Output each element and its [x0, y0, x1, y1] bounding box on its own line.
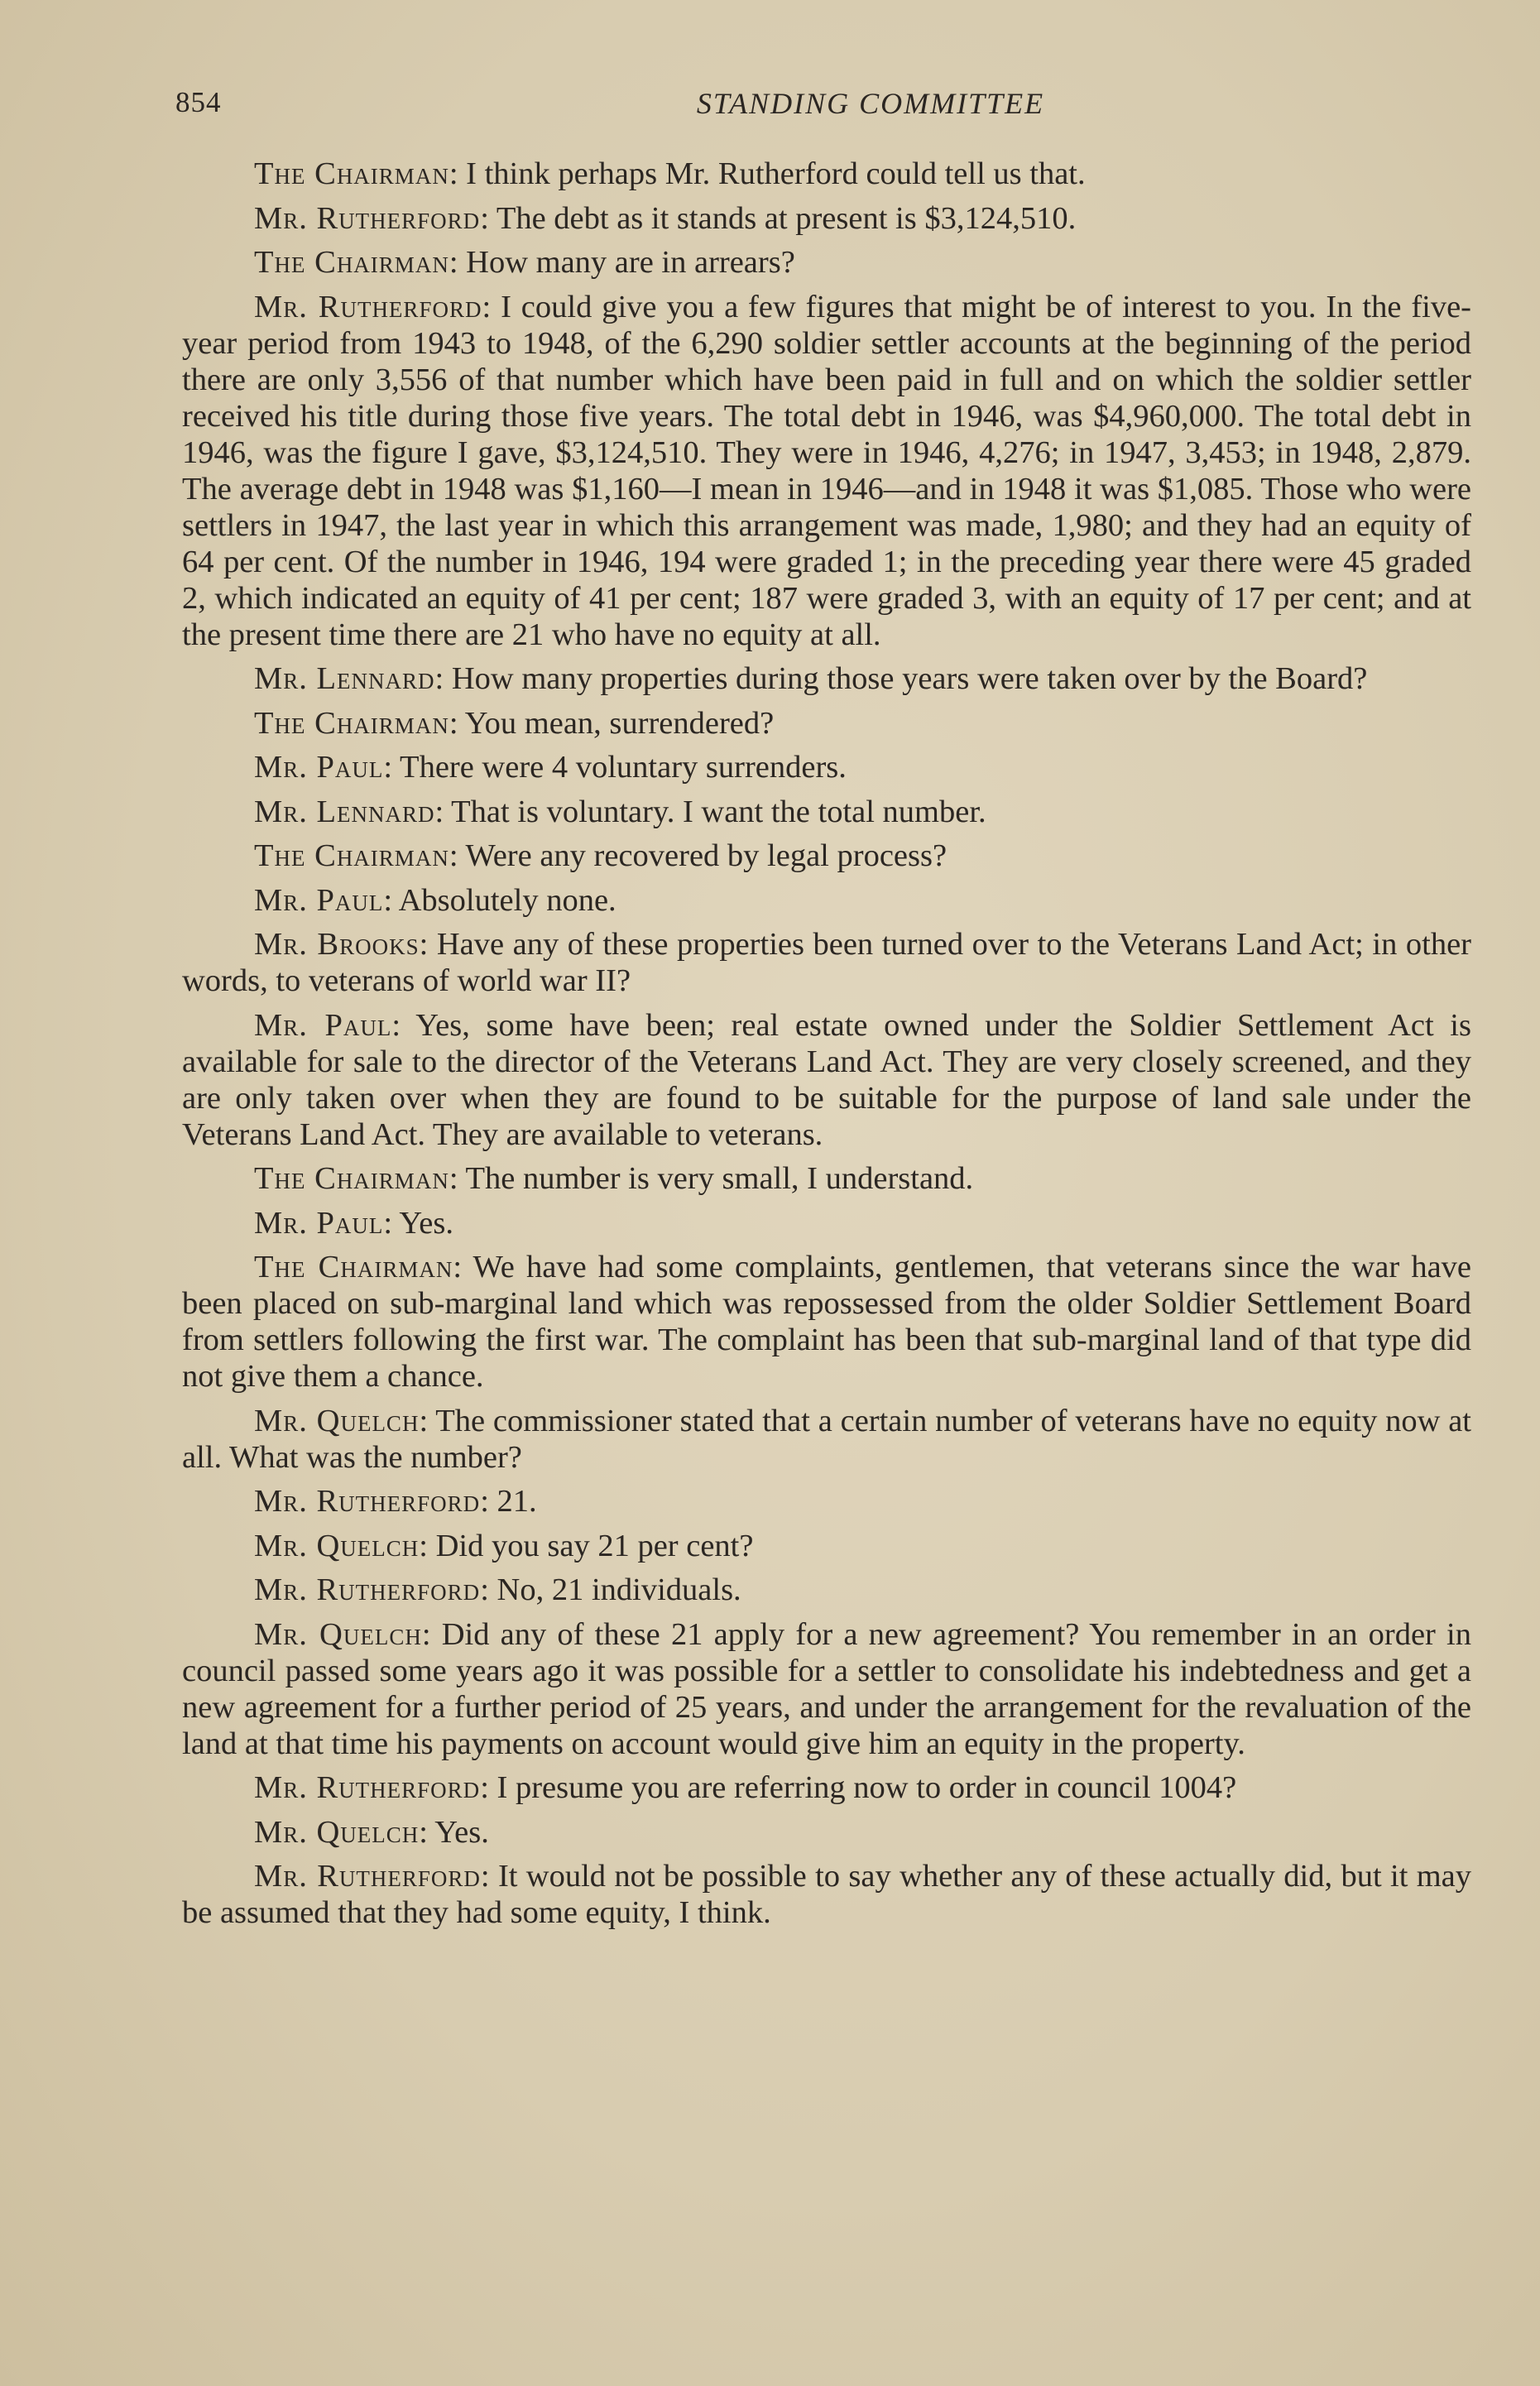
- transcript-body: [182, 156, 1471, 1939]
- transcript-paragraph: Mr. Quelch: Did any of these 21 apply for a new agreement? You remember in an order in council passed some years ago it was possible for a settler to consolidate his indebtedness and get a new agreement for a further period of 25 years, and under the arrangement for the revaluation of the land at that time his payments on account would give him an equity in the property.: [182, 1616, 1471, 1761]
- speaker-name: Mr. Quelch: [254, 1403, 420, 1438]
- transcript-paragraph: Mr. Rutherford: I presume you are referring now to order in council 1004?: [254, 1770, 1237, 1805]
- speech-text: I think perhaps Mr. Rutherford could tell us that.: [466, 156, 1086, 191]
- speaker-name: Mr. Rutherford: [254, 1859, 481, 1894]
- speaker-name: Mr. Rutherford: [254, 289, 482, 324]
- transcript-paragraph: Mr. Rutherford: It would not be possible to say whether any of these actually did, but it may be assumed that they had some equity, I think.: [182, 1859, 1472, 1930]
- speech-text: The debt as it stands at present is $3,124,510.: [496, 200, 1077, 236]
- speaker-name: Mr. Lennard: [254, 661, 435, 696]
- transcript-paragraph: Mr. Brooks: Have any of these properties been turned over to the Veterans Land Act; in other words, to veterans of world war II?: [182, 927, 1471, 998]
- speech-text: How many properties during those years were taken over by the Board?: [451, 661, 1368, 696]
- speaker-name: Mr. Paul: [254, 882, 384, 918]
- speech-text: The number is very small, I understand.: [465, 1161, 974, 1196]
- speaker-name: Mr. Rutherford: [254, 1770, 481, 1805]
- speaker-name: The Chairman: [254, 156, 449, 191]
- speaker-name: Mr. Paul: [254, 750, 384, 785]
- transcript-paragraph: Mr. Rutherford: I could give you a few figures that might be of interest to you. In the five-year period from 1943 to 1948, of the 6,290 soldier settler accounts at the beginning of the period there are only 3,556 of that number which have been paid in full and on which the soldier settler received his title during those five years. The total debt in 1946, was $4,960,000. The total debt in 1946, was the figure I gave, $3,124,510. They were in 1946, 4,276; in 1947, 3,453; in 1948, 2,879. The average debt in 1948 was $1,160—I mean in 1946—and in 1948 it was $1,085. Those who were settlers in 1947, the last year in which this arrangement was made, 1,980; and they had an equity of 64 per cent. Of the number in 1946, 194 were graded 1; in the preceding year there were 45 graded 2, which indicated an equity of 41 per cent; 187 were graded 3, with an equity of 17 per cent; and at the present time there are 21 who have no equity at all.: [182, 289, 1471, 652]
- speech-text: We have had some complaints, gentlemen, that veterans since the war have been placed on sub-marginal land which was repossessed from the older Soldier Settlement Board from settlers following the first war. The complaint has been that sub-marginal land of that type did not give them a chance.: [182, 1250, 1471, 1394]
- transcript-paragraph: Mr. Rutherford: No, 21 individuals.: [254, 1572, 741, 1607]
- speaker-name: The Chairman: [254, 705, 449, 741]
- speech-text: Were any recovered by legal process?: [465, 838, 948, 873]
- transcript-paragraph: Mr. Rutherford: 21.: [254, 1484, 537, 1519]
- speaker-name: Mr. Paul: [254, 1007, 392, 1043]
- transcript-paragraph: Mr. Quelch: The commissioner stated that a certain number of veterans have no equity now at all. What was the number?: [182, 1403, 1471, 1475]
- speaker-name: Mr. Quelch: [254, 1616, 422, 1652]
- speaker-name: Mr. Lennard: [254, 794, 435, 829]
- speech-text: Yes.: [434, 1814, 489, 1850]
- speech-text: I presume you are referring now to order in council 1004?: [497, 1770, 1237, 1805]
- speech-text: It would not be possible to say whether any of these actually did, but it may be assumed that they had some equity, I think.: [182, 1859, 1472, 1930]
- speaker-name: The Chairman: [254, 245, 449, 280]
- speech-text: The commissioner stated that a certain number of veterans have no equity now at all. What was the number?: [182, 1403, 1471, 1475]
- transcript-paragraph: Mr. Lennard: How many properties during those years were taken over by the Board?: [254, 661, 1368, 696]
- running-title: STANDING COMMITTEE: [696, 87, 1045, 120]
- speaker-name: Mr. Quelch: [254, 1528, 420, 1563]
- speaker-name: The Chairman: [254, 1250, 453, 1284]
- speaker-name: Mr. Paul: [254, 1205, 384, 1241]
- speech-text: There were 4 voluntary surrenders.: [400, 750, 847, 785]
- speech-text: Did you say 21 per cent?: [435, 1528, 754, 1563]
- transcript-paragraph: The Chairman: We have had some complaints, gentlemen, that veterans since the war have been placed on sub-marginal land which was repossessed from the older Soldier Settlement Board from settlers following the first war. The complaint has been that sub-marginal land of that type did not give them a chance.: [182, 1250, 1471, 1394]
- transcript-paragraph: Mr. Paul: Absolutely none.: [254, 882, 616, 918]
- running-header: [175, 86, 1466, 127]
- transcript-paragraph: Mr. Rutherford: The debt as it stands at present is $3,124,510.: [254, 200, 1077, 236]
- speech-text: Absolutely none.: [398, 882, 616, 918]
- speaker-name: Mr. Rutherford: [254, 200, 481, 236]
- speech-text: No, 21 individuals.: [497, 1572, 741, 1607]
- transcript-paragraph: Mr. Paul: There were 4 voluntary surrenders.: [254, 750, 847, 785]
- transcript-paragraph: The Chairman: I think perhaps Mr. Rutherford could tell us that.: [254, 156, 1086, 191]
- page-number: 854: [175, 86, 222, 118]
- transcript-paragraph: The Chairman: You mean, surrendered?: [254, 705, 775, 741]
- speech-text: Have any of these properties been turned over to the Veterans Land Act; in other words, to veterans of world war II?: [182, 927, 1471, 998]
- transcript-paragraph: Mr. Quelch: Yes.: [254, 1814, 489, 1850]
- speech-text: Did any of these 21 apply for a new agreement? You remember in an order in council passed some years ago it was possible for a settler to consolidate his indebtedness and get a new agreement for a further period of 25 years, and under the arrangement for the revaluation of the land at that time his payments on account would give him an equity in the property.: [182, 1616, 1471, 1761]
- speech-text: That is voluntary. I want the total number.: [451, 794, 986, 829]
- transcript-paragraph: Mr. Lennard: That is voluntary. I want the total number.: [254, 794, 986, 829]
- transcript-paragraph: The Chairman: Were any recovered by legal process?: [254, 838, 948, 873]
- speech-text: How many are in arrears?: [466, 245, 795, 280]
- transcript-paragraph: Mr. Paul: Yes, some have been; real estate owned under the Soldier Settlement Act is available for sale to the director of the Veterans Land Act. They are very closely screened, and they are only taken over when they are found to be suitable for the purpose of land sale under the Veterans Land Act. They are available to veterans.: [182, 1007, 1471, 1152]
- transcript-paragraph: Mr. Quelch: Did you say 21 per cent?: [254, 1528, 754, 1563]
- speaker-name: The Chairman: [254, 1161, 449, 1196]
- transcript-paragraph: Mr. Paul: Yes.: [254, 1205, 453, 1241]
- speaker-name: Mr. Quelch: [254, 1814, 420, 1850]
- speech-text: 21.: [497, 1484, 537, 1519]
- speech-text: Yes.: [399, 1205, 453, 1241]
- speaker-name: Mr. Rutherford: [254, 1572, 481, 1607]
- speaker-name: Mr. Rutherford: [254, 1484, 481, 1519]
- speech-text: You mean, surrendered?: [464, 705, 775, 741]
- speaker-name: Mr. Brooks: [254, 927, 420, 962]
- transcript-paragraph: The Chairman: How many are in arrears?: [254, 245, 795, 280]
- speech-text: Yes, some have been; real estate owned under the Soldier Settlement Act is available for sale to the director of the Veterans Land Act. They are very closely screened, and they are only taken over when they are found to be suitable for the purpose of land sale under the Veterans Land Act. They are available to veterans.: [182, 1007, 1471, 1152]
- transcript-paragraph: The Chairman: The number is very small, I understand.: [254, 1161, 974, 1196]
- speech-text: I could give you a few figures that might be of interest to you. In the five-year period from 1943 to 1948, of the 6,290 soldier settler accounts at the beginning of the period there are only 3,556 of that number which have been paid in full and on which the soldier settler received his title during those five years. The total debt in 1946, was $4,960,000. The total debt in 1946, was the figure I gave, $3,124,510. They were in 1946, 4,276; in 1947, 3,453; in 1948, 2,879. The average debt in 1948 was $1,160—I mean in 1946—and in 1948 it was $1,085. Those who were settlers in 1947, the last year in which this arrangement was made, 1,980; and they had an equity of 64 per cent. Of the number in 1946, 194 were graded 1; in the preceding year there were 45 graded 2, which indicated an equity of 41 per cent; 187 were graded 3, with an equity of 17 per cent; and at the present time there are 21 who have no equity at all.: [182, 289, 1471, 652]
- speaker-name: The Chairman: [254, 838, 449, 873]
